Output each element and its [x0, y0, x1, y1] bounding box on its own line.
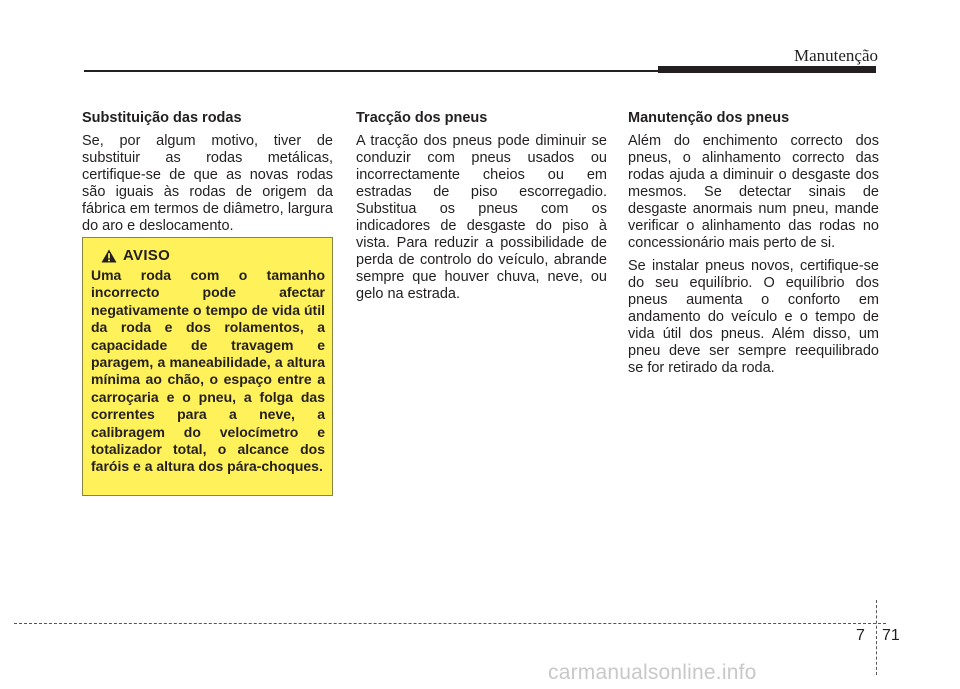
column-tire-traction	[356, 110, 607, 309]
section-heading: Manutenção dos pneus	[628, 110, 790, 126]
header-rule-accent	[658, 66, 876, 73]
chapter-number: 7	[856, 627, 865, 644]
paragraph: Se, por algum motivo, tiver de substituir as rodas metálicas, certifique-se de que as novas rodas são iguais às rodas de origem da fábrica em termos de diâmetro, largura do aro e deslocamento.	[82, 133, 333, 234]
paragraph: Além do enchimento correcto dos pneus, o alinhamento correcto das rodas ajuda a diminuir o desgaste dos mesmos. Se detectar sinais de desgaste anormais num pneu, mande verificar o alinhamento das rodas no concessionário mais perto de si.	[628, 133, 879, 251]
page-number-separator	[876, 600, 878, 675]
warning-text: Uma roda com o tamanho incorrecto pode afectar negativamente o tempo de vida útil da roda e dos rolamentos, a capacidade de travagem e paragem, a maneabilidade, a altura mínima ao chão, o espaço entre a carroçaria e o pneu, a folga das correntes para a neve, a calibragem do velocímetro e totalizador total, o alcance dos faróis e a altura dos pára-choques.	[91, 267, 325, 475]
warning-box	[82, 237, 333, 496]
page-number: 71	[882, 627, 900, 644]
section-heading: Tracção dos pneus	[356, 110, 488, 126]
warning-title: AVISO	[123, 247, 171, 264]
warning-triangle-icon	[101, 249, 117, 263]
column-wheel-replacement	[82, 110, 333, 241]
section-heading: Substituição das rodas	[82, 110, 242, 126]
warning-header	[101, 247, 325, 264]
paragraph: Se instalar pneus novos, certifique-se do seu equilíbrio. O equilíbrio dos pneus aumenta o conforto em andamento do veículo e o tempo de vida útil dos pneus. Além disso, um pneu deve ser sempre reequilibrado se for retirado da roda.	[628, 258, 879, 376]
paragraph: A tracção dos pneus pode diminuir se conduzir com pneus usados ou incorrectamente cheios ou em estradas de piso escorregadio. Substitua os pneus com os indicadores de desgaste do piso à vista. Para reduzir a possibilidade de perda de controlo do veículo, abrande sempre que houver chuva, neve, ou gelo na estrada.	[356, 133, 607, 302]
header-rule	[84, 70, 660, 72]
footer-rule	[14, 623, 886, 625]
watermark: carmanualsonline.info	[548, 661, 757, 684]
header-section-title: Manutenção	[793, 46, 878, 65]
column-tire-maintenance	[628, 110, 879, 383]
